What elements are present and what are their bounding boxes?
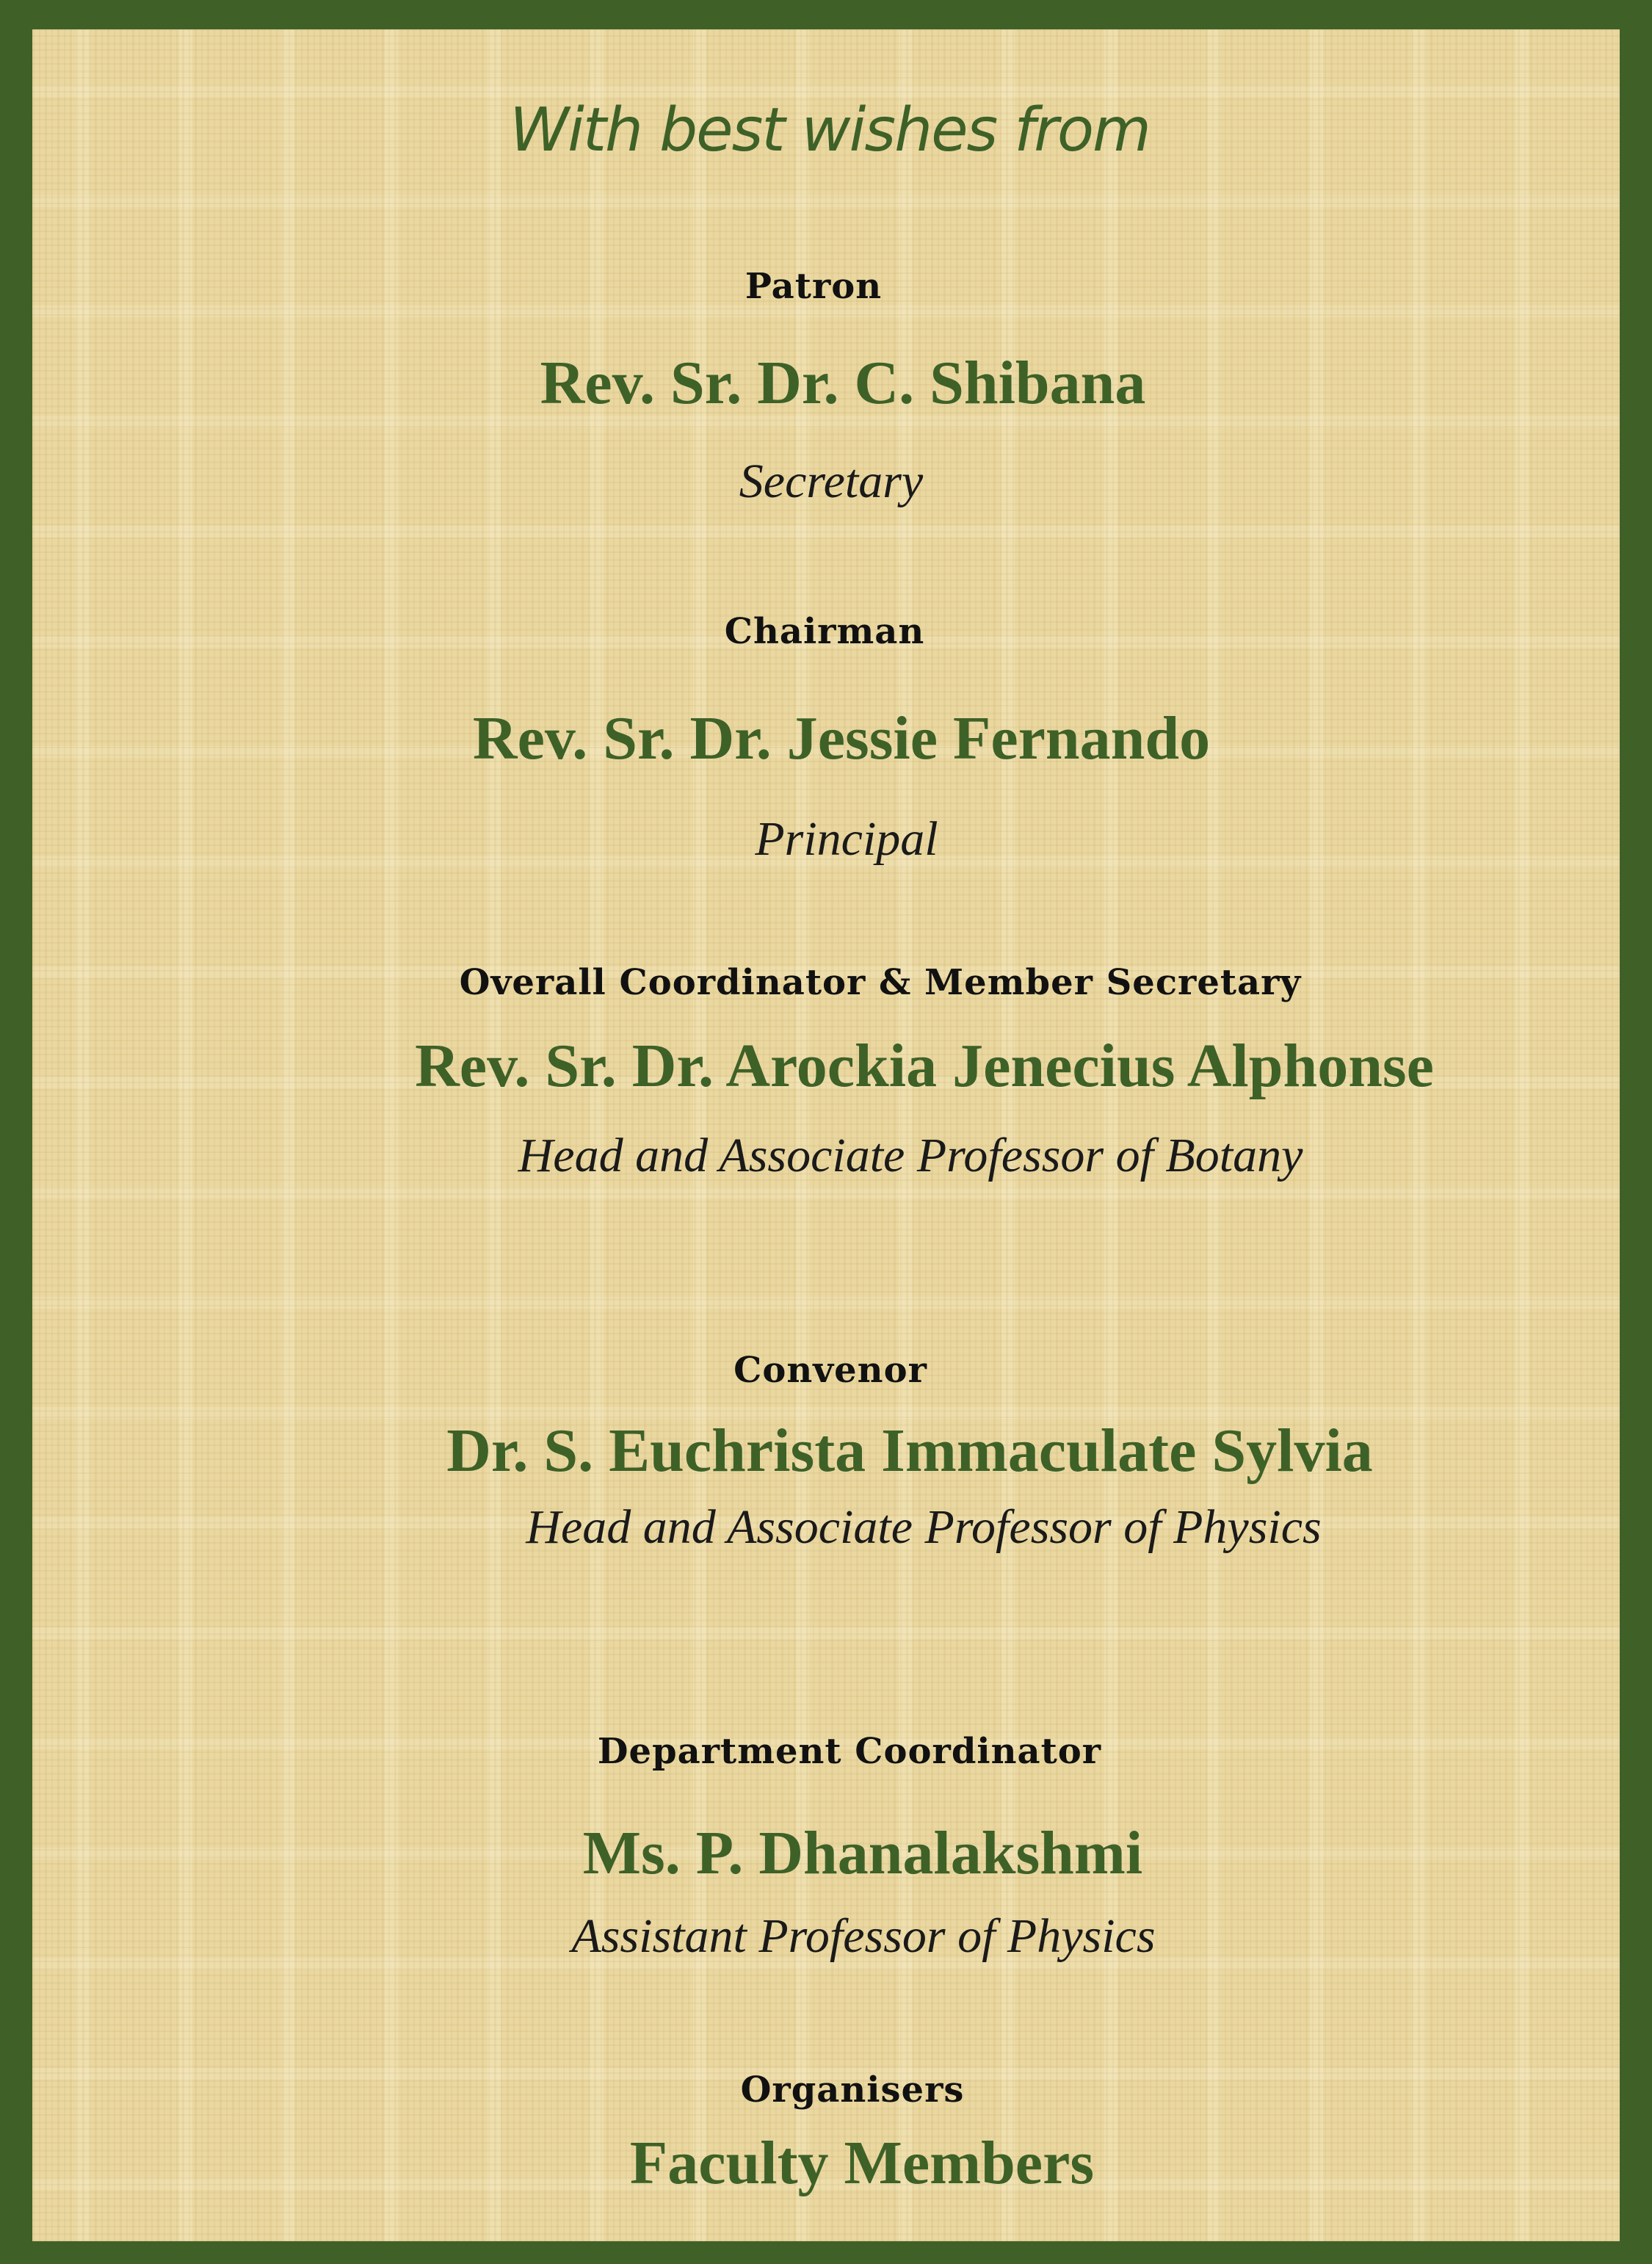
- patron-designation: Secretary: [739, 455, 924, 508]
- coordinator-role-label: Overall Coordinator & Member Secretary: [459, 962, 1302, 1003]
- organisers-role-label: Organisers: [740, 2069, 965, 2111]
- department-coordinator-name: Ms. P. Dhanalakshmi: [582, 1819, 1143, 1887]
- greeting-heading: With best wishes from: [510, 95, 1150, 165]
- convenor-designation: Head and Associate Professor of Physics: [526, 1500, 1322, 1554]
- patron-name: Rev. Sr. Dr. C. Shibana: [540, 349, 1146, 417]
- department-coordinator-role-label: Department Coordinator: [597, 1731, 1102, 1772]
- department-coordinator-designation: Assistant Professor of Physics: [571, 1909, 1156, 1963]
- chairman-designation: Principal: [755, 812, 938, 866]
- organisers-name: Faculty Members: [629, 2129, 1095, 2197]
- convenor-role-label: Convenor: [733, 1350, 927, 1391]
- patron-role-label: Patron: [745, 266, 883, 307]
- coordinator-designation: Head and Associate Professor of Botany: [518, 1129, 1303, 1182]
- chairman-name: Rev. Sr. Dr. Jessie Fernando: [472, 704, 1211, 773]
- chairman-role-label: Chairman: [724, 611, 925, 652]
- convenor-name: Dr. S. Euchrista Immaculate Sylvia: [446, 1417, 1373, 1485]
- coordinator-name: Rev. Sr. Dr. Arockia Jenecius Alphonse: [415, 1032, 1434, 1100]
